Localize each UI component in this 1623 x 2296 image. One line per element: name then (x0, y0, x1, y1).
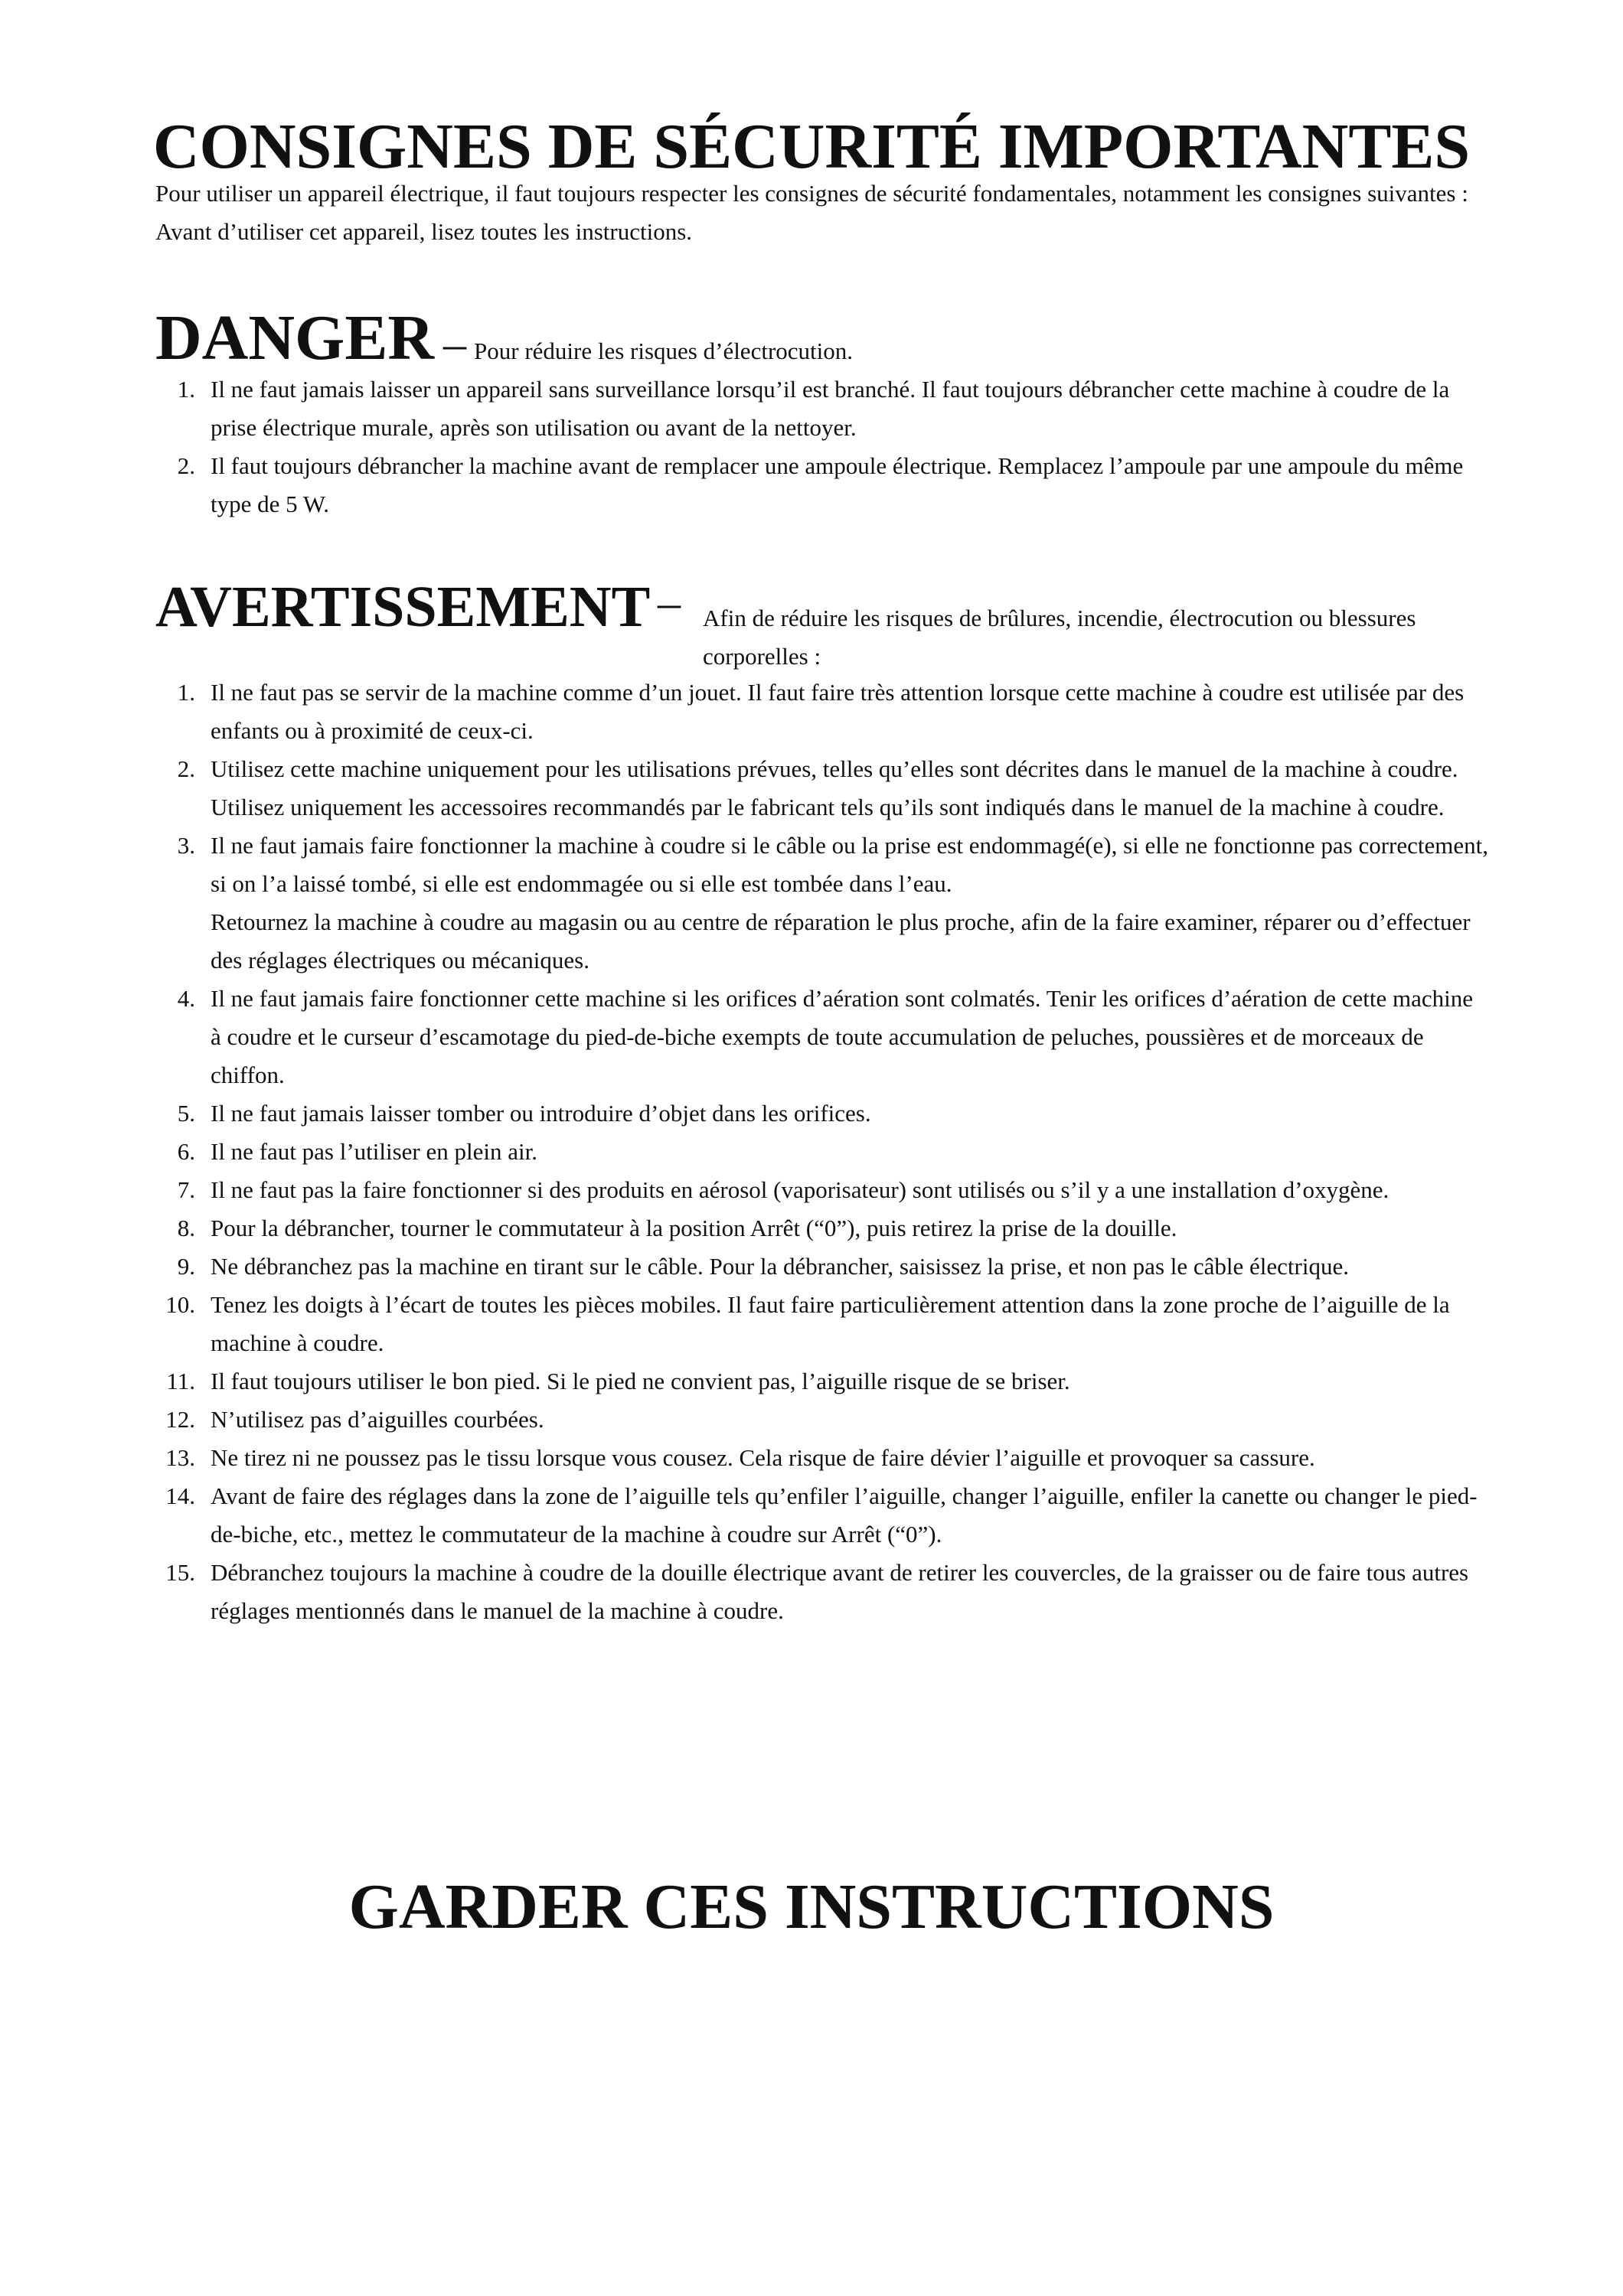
warning-item (157, 1477, 1489, 1554)
warning-item-number: 10. (165, 1291, 195, 1318)
warning-item (157, 673, 1489, 750)
warning-item-number: 6. (177, 1138, 195, 1165)
warning-item-number: 2. (177, 755, 195, 782)
page-title: CONSIGNES DE SÉCURITÉ IMPORTANTES (152, 111, 1471, 182)
warning-item-number: 8. (177, 1215, 195, 1241)
warning-item (157, 750, 1489, 827)
warning-dash: – (658, 577, 681, 628)
warning-item (157, 1286, 1489, 1362)
warning-item-text: Pour la débrancher, tourner le commutateur à la position Arrêt (“0”), puis retirez la prise de la douille. (211, 1215, 1177, 1241)
danger-item (157, 370, 1489, 447)
warning-item-number: 4. (177, 985, 195, 1012)
warning-item-text-continued: Retournez la machine à coudre au magasin ou au centre de réparation le plus proche, afin de la faire examiner, réparer ou d’effectuer des réglages électriques ou mécaniques. (211, 908, 1471, 974)
danger-item (157, 447, 1489, 523)
warning-item-text: Débranchez toujours la machine à coudre de la douille électrique avant de retirer les couvercles, de la graisser ou de faire tous autres réglages mentionnés dans le manuel de la machine à coudre. (211, 1559, 1469, 1624)
danger-item-number: 1. (177, 376, 195, 403)
danger-heading (155, 302, 1487, 373)
warning-item-text: Il ne faut jamais faire fonctionner cette machine si les orifices d’aération sont colmatés. Tenir les orifices d’aération de cette machine à coudre et le curseur d’escamotage du pied-de-biche exempts de toute accumulation de peluches, poussières et de morceaux de chiffon. (211, 985, 1474, 1088)
warning-item-number: 11. (166, 1368, 195, 1394)
warning-item (157, 1247, 1489, 1286)
warning-item-number: 15. (165, 1559, 195, 1586)
warning-item-number: 1. (177, 679, 195, 706)
warning-item (157, 1439, 1489, 1477)
warning-item-number: 7. (177, 1176, 195, 1203)
warning-item-text: Utilisez cette machine uniquement pour les utilisations prévues, telles qu’elles sont décrites dans le manuel de la machine à coudre. (211, 755, 1458, 782)
intro-instruction: Avant d’utiliser cet appareil, lisez toutes les instructions. (155, 218, 693, 245)
warning-item-number: 9. (177, 1253, 195, 1280)
warning-item-text-continued: Utilisez uniquement les accessoires recommandés par le fabricant tels qu’ils sont indiqués dans le manuel de la machine à coudre. (211, 794, 1445, 820)
warning-item (157, 827, 1489, 980)
warning-item-text: Avant de faire des réglages dans la zone de l’aiguille tels qu’enfiler l’aiguille, changer l’aiguille, enfiler la canette ou changer le pied-de-biche, etc., mettez le commutateur de la machine à coudre sur Arrêt (“0”). (211, 1482, 1478, 1548)
warning-item-text: Il faut toujours utiliser le bon pied. Si le pied ne convient pas, l’aiguille risque de se briser. (211, 1368, 1070, 1394)
warning-item-number: 13. (165, 1444, 195, 1471)
intro-block (155, 174, 1487, 251)
intro-paragraph: Pour utiliser un appareil électrique, il faut toujours respecter les consignes de sécurité fondamentales, notamment les consignes suivantes : (155, 180, 1468, 207)
danger-list (157, 370, 1489, 523)
warning-list (157, 673, 1489, 1630)
warning-item-number: 3. (177, 832, 195, 859)
danger-item-text: Il ne faut jamais laisser un appareil sans surveillance lorsqu’il est branché. Il faut toujours débrancher cette machine à coudre de la prise électrique murale, après son utilisation ou avant de la nettoyer. (211, 376, 1450, 441)
danger-dash: – (443, 318, 467, 369)
warning-title: AVERTISSEMENT (155, 575, 651, 639)
warning-item (157, 1554, 1489, 1630)
warning-item-text: N’utilisez pas d’aiguilles courbées. (211, 1406, 544, 1433)
danger-item-text: Il faut toujours débrancher la machine avant de remplacer une ampoule électrique. Remplacez l’ampoule par une ampoule du même type de 5 W. (211, 452, 1464, 517)
warning-heading (155, 575, 1487, 670)
closing-heading: GARDER CES INSTRUCTIONS (348, 1871, 1275, 1942)
warning-item-text: Tenez les doigts à l’écart de toutes les pièces mobiles. Il faut faire particulièrement attention dans la zone proche de l’aiguille de la machine à coudre. (211, 1291, 1450, 1356)
warning-item-text: Il ne faut pas se servir de la machine comme d’un jouet. Il faut faire très attention lorsque cette machine à coudre est utilisée par des enfants ou à proximité de ceux-ci. (211, 679, 1465, 744)
warning-item-text: Ne tirez ni ne poussez pas le tissu lorsque vous cousez. Cela risque de faire dévier l’aiguille et provoquer sa cassure. (211, 1444, 1315, 1471)
warning-subtitle: Afin de réduire les risques de brûlures, incendie, électrocution ou blessures corporelles : (703, 605, 1416, 670)
warning-item (157, 1401, 1489, 1439)
danger-subtitle: Pour réduire les risques d’électrocution. (474, 338, 854, 364)
warning-item-text: Ne débranchez pas la machine en tirant sur le câble. Pour la débrancher, saisissez la prise, et non pas le câble électrique. (211, 1253, 1349, 1280)
warning-item-text: Il ne faut jamais faire fonctionner la machine à coudre si le câble ou la prise est endommagé(e), si elle ne fonctionne pas correctement, si on l’a laissé tombé, si elle est endommagée ou si elle est tombée dans l’eau. (211, 832, 1488, 897)
warning-item-text: Il ne faut pas l’utiliser en plein air. (211, 1138, 537, 1165)
warning-item-number: 14. (165, 1482, 195, 1509)
warning-item (157, 1094, 1489, 1133)
warning-item-text: Il ne faut pas la faire fonctionner si des produits en aérosol (vaporisateur) sont utilisés ou s’il y a une installation d’oxygène. (211, 1176, 1390, 1203)
warning-item-number: 5. (177, 1100, 195, 1127)
warning-item (157, 1362, 1489, 1401)
warning-item-text: Il ne faut jamais laisser tomber ou introduire d’objet dans les orifices. (211, 1100, 871, 1127)
warning-item (157, 1133, 1489, 1171)
warning-item (157, 1171, 1489, 1209)
warning-item (157, 980, 1489, 1094)
danger-title: DANGER (155, 302, 435, 373)
danger-item-number: 2. (177, 452, 195, 479)
warning-item (157, 1209, 1489, 1247)
warning-item-number: 12. (165, 1406, 195, 1433)
